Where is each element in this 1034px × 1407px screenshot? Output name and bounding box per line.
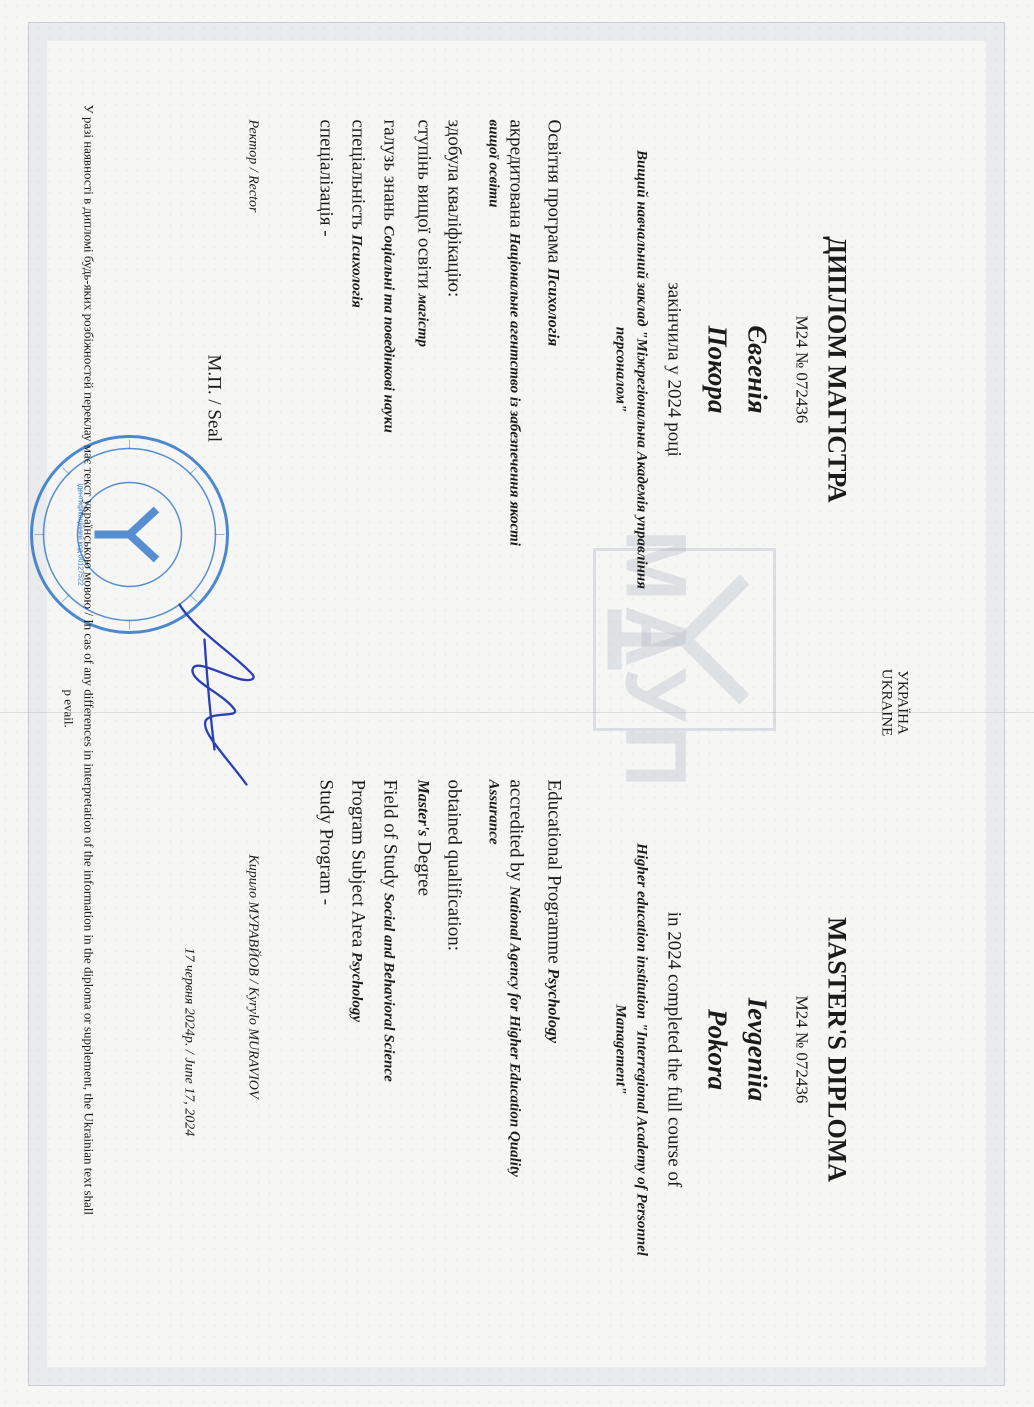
en-subject-value: Psychology — [348, 952, 365, 1023]
footer-note-line2: p evail. — [61, 689, 77, 728]
en-title: MASTER'S DIPLOMA — [822, 916, 852, 1183]
ua-specialty-row — [347, 120, 369, 308]
en-accredited-label: accredited by — [505, 779, 527, 882]
ua-degree-value: магістр — [414, 293, 431, 348]
country-ua: УКРАЇНА — [894, 670, 911, 735]
en-number: М24 № 072436 — [792, 995, 812, 1104]
ua-accredited-label: акредитована — [505, 119, 527, 228]
ua-accredited-value2: вищої освіти — [485, 119, 502, 208]
ua-title: ДИПЛОМ МАГІСТРА — [822, 236, 852, 503]
en-completed: in 2024 completed the full course of — [663, 911, 685, 1188]
ua-field-label: галузь знань — [379, 119, 401, 221]
en-qualification-label: obtained qualification: — [443, 779, 465, 951]
ua-accredited-row — [505, 120, 527, 546]
ua-accredited-value: Національне агентство із забезпечення якості — [506, 232, 523, 546]
watermark-text: МАУП — [607, 529, 704, 792]
en-subject-label: Program Subject Area — [347, 779, 369, 948]
ua-degree-label: ступінь вищої освіти — [413, 119, 435, 289]
en-institution-line1: Higher education institution "Interregional Academy of Personnel — [633, 843, 650, 1256]
en-accredited-value2: Assurance — [485, 779, 502, 845]
ua-program-label: Освітня програма — [543, 119, 565, 264]
ua-specialization-label: спеціалізація - — [315, 119, 337, 237]
stamp-code: Ідентифікаційний код 00127522 — [76, 483, 84, 586]
en-study-program-label: Study Program - — [315, 779, 337, 906]
issue-date: 17 червня 2024р. / June 17, 2024 — [181, 947, 197, 1137]
ua-completed: закінчила у 2024 році — [663, 282, 685, 457]
rector-label: Ректор / Rector — [245, 119, 261, 213]
en-field-value: Social and Behavioral Science — [380, 892, 397, 1082]
en-subject-row — [347, 780, 369, 1023]
en-program-value: Psychology — [544, 968, 562, 1044]
en-institution-line2: Management" — [612, 1004, 629, 1095]
en-last-name: Pokora — [702, 1009, 733, 1090]
en-degree-row — [413, 780, 435, 897]
ua-specialty-value: Психологія — [348, 234, 365, 308]
ua-program-row — [543, 120, 565, 347]
seal-label: М.П. / Seal — [203, 354, 225, 443]
ua-qualification-label: здобула кваліфікацію: — [443, 119, 465, 298]
en-first-name: Ievgeniia — [742, 997, 773, 1102]
ua-institution-line2: персоналом" — [612, 326, 629, 413]
ua-degree-row — [413, 120, 435, 348]
ua-last-name: Покора — [702, 325, 733, 414]
en-degree-value: Master's — [414, 779, 432, 837]
ua-first-name: Євгенія — [742, 325, 773, 414]
en-program-label: Educational Programme — [543, 779, 565, 964]
ua-institution-line1: Вищий навчальний заклад "Міжрегіональна Академія управління — [633, 150, 650, 589]
en-accredited-row — [505, 780, 527, 1177]
en-program-row — [543, 780, 565, 1044]
rector-name: Кирило МУРАВЙОВ / Kyrylo MURAVIOV — [245, 854, 261, 1099]
en-field-row — [379, 780, 401, 1082]
ua-field-value: Соціальні та поведінкові науки — [380, 225, 397, 433]
country-en: UKRAINE — [878, 668, 895, 737]
diploma-content — [1, 0, 1034, 1407]
en-degree-label: Degree — [413, 841, 435, 897]
ua-number: М24 № 072436 — [792, 315, 812, 424]
en-accredited-value: National Agency for Higher Education Quality — [506, 886, 523, 1177]
footer-note-line1: У разі наявності в дипломі будь-яких розбіжностей переклау має текст українською мовою / In cas of any differences in interpretation of the information in the diploma or supplement, the Ukrainian text shall — [81, 104, 97, 1216]
ua-specialty-label: спеціальність — [347, 119, 369, 230]
rector-signature — [155, 600, 265, 790]
en-field-label: Field of Study — [379, 779, 401, 889]
ua-program-value: Психологія — [544, 267, 562, 347]
ua-field-row — [379, 120, 401, 433]
